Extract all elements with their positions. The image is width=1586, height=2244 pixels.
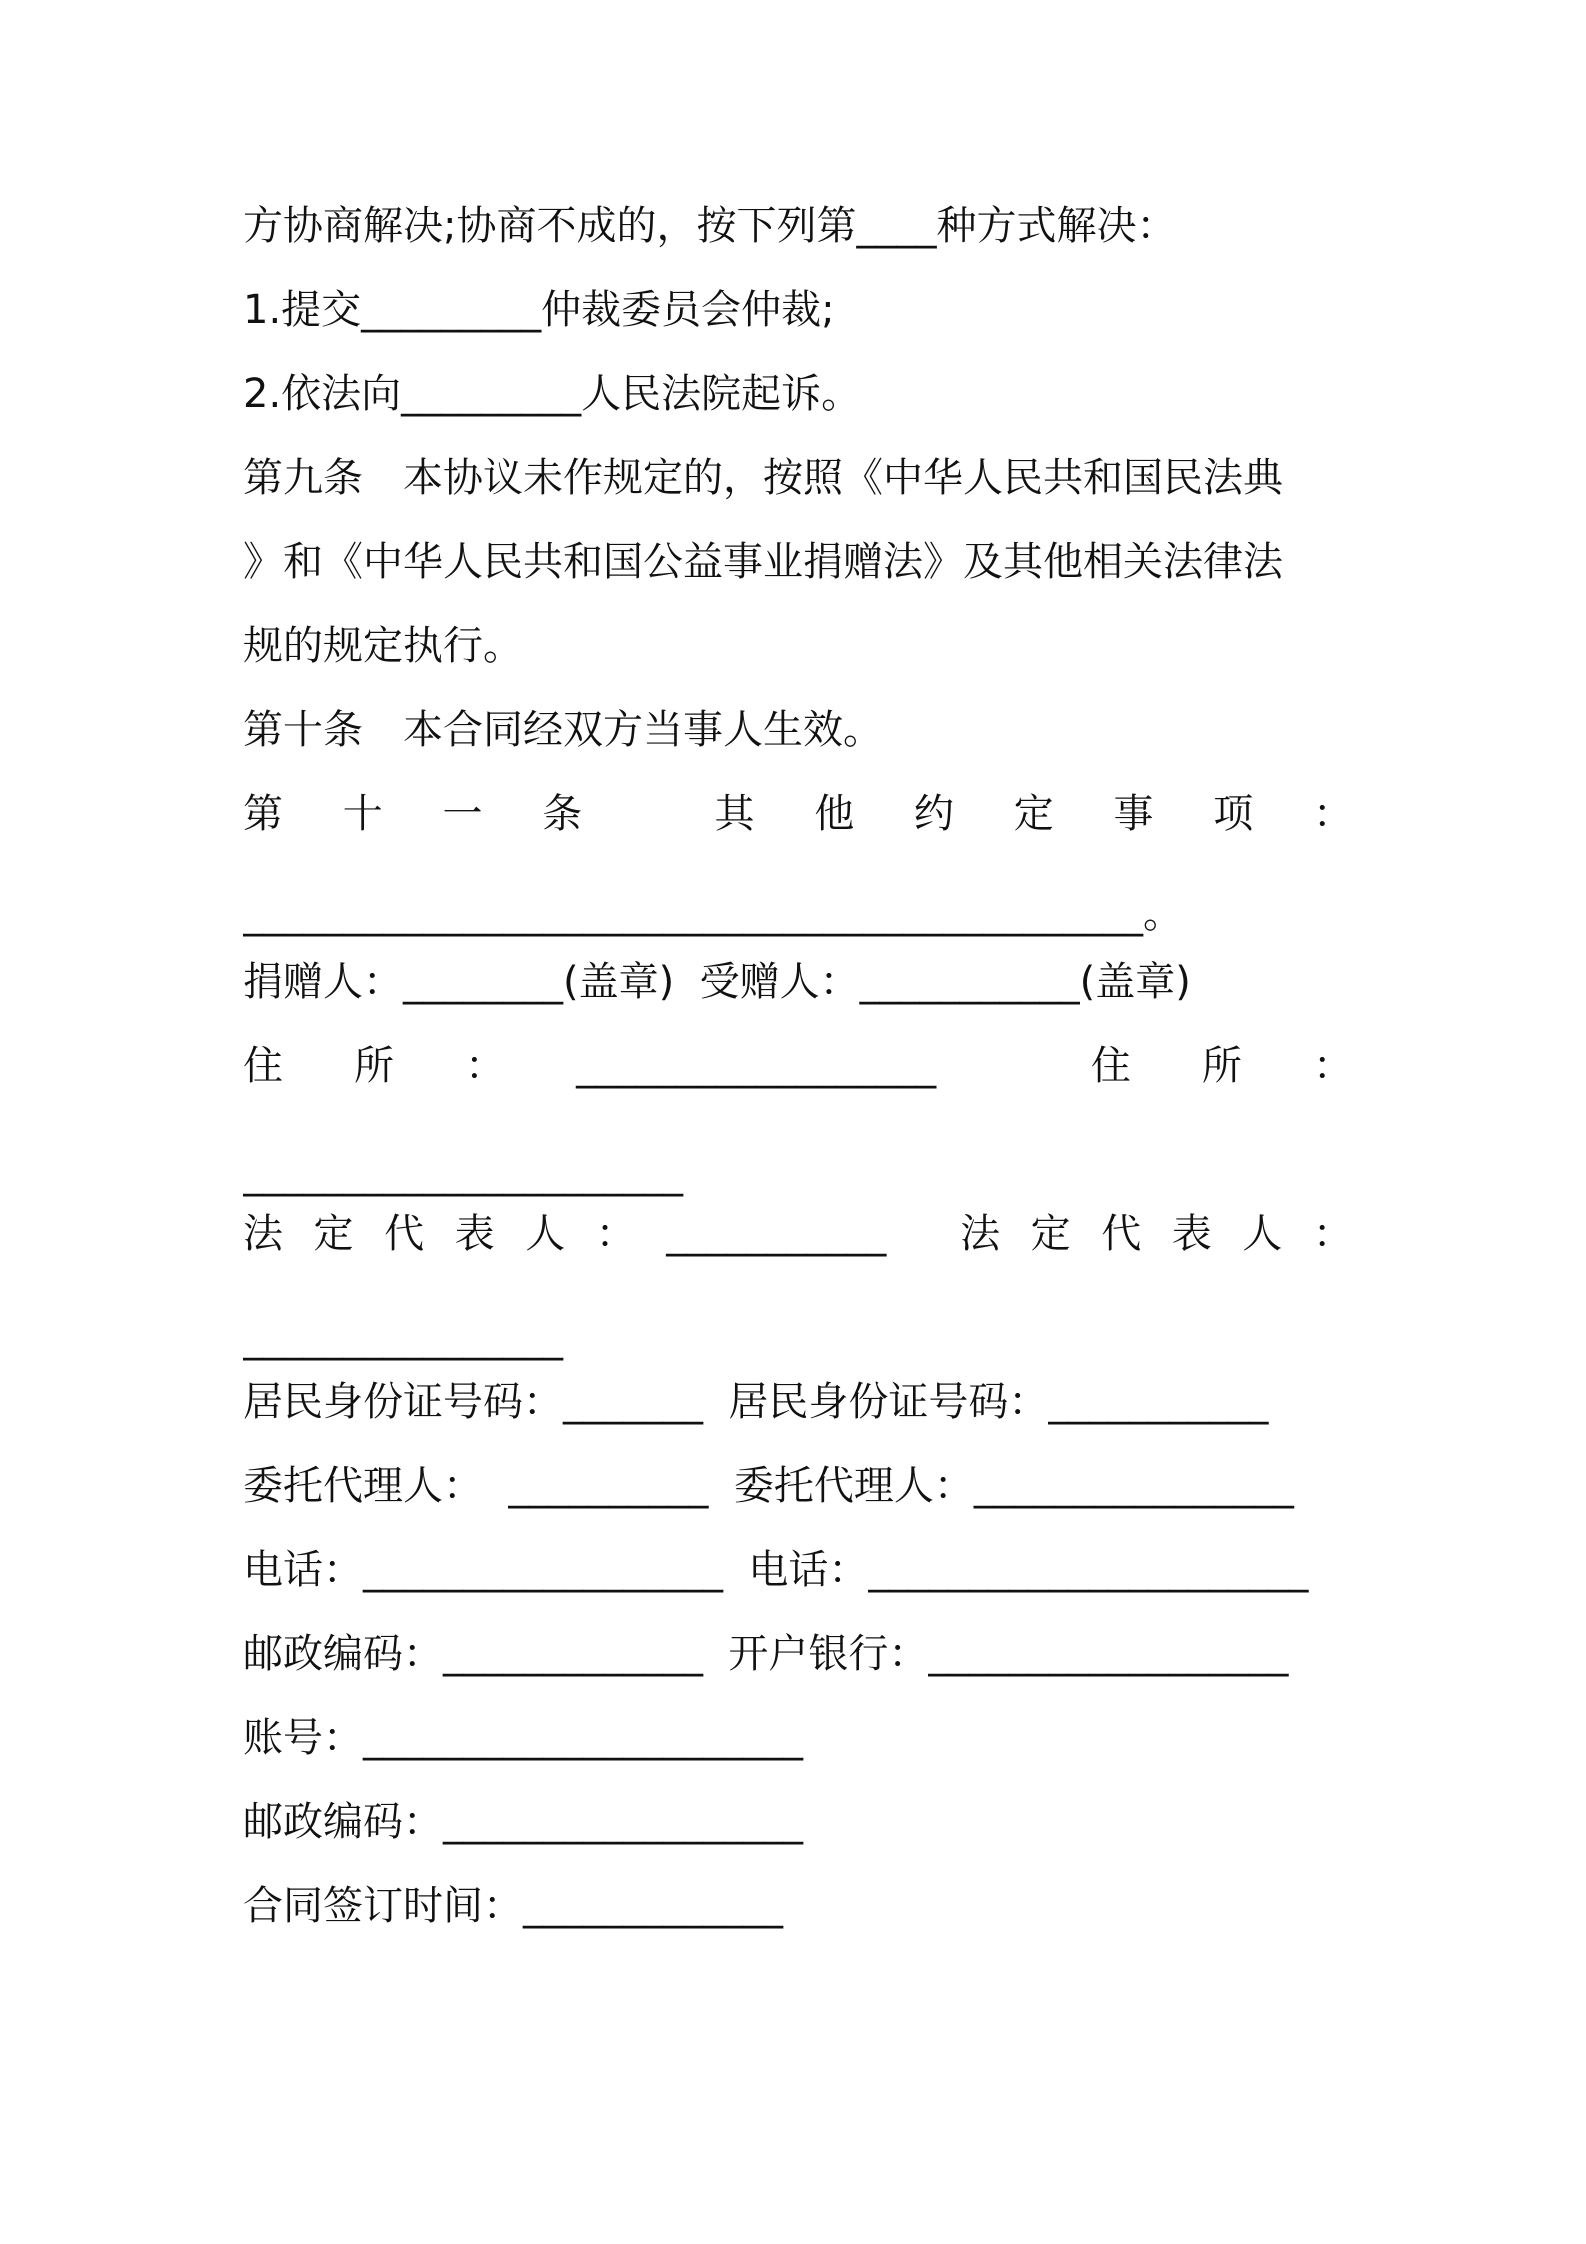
residence-char: 所: [354, 1043, 395, 1089]
article-11-char: 一: [442, 791, 483, 837]
legal-rep-char: 表: [1171, 1211, 1212, 1257]
article-11-char: 事: [1113, 791, 1154, 837]
article-9-line-3: 规的规定执行。: [243, 623, 523, 669]
legal-rep-char: ：: [595, 1211, 636, 1257]
article-11-heading: [243, 788, 1353, 840]
residence-char: 所: [1201, 1043, 1242, 1089]
article-9-line-2: 》和《中华人民共和国公益事业捐赠法》及其他相关法律法: [243, 539, 1283, 585]
article-10: 第十条 本合同经双方当事人生效。: [243, 707, 883, 753]
article-11-char: 项: [1213, 791, 1254, 837]
postcode-bank-line: 邮政编码：_____________ 开户银行：__________________: [243, 1631, 1289, 1677]
legal-rep-char: 法: [960, 1211, 1001, 1257]
text-line-3: 2.依法向_________人民法院起诉。: [243, 371, 862, 417]
legal-rep-char: 代: [384, 1211, 425, 1257]
residence-char: 住: [1090, 1043, 1131, 1089]
article-11-char: 他: [814, 791, 855, 837]
account-line: 账号：______________________: [243, 1715, 803, 1761]
residence-char: 住: [243, 1043, 283, 1089]
legal-rep-gap: [917, 1208, 930, 1260]
article-11-char: 条: [542, 791, 583, 837]
article-11-char: [642, 788, 655, 840]
legal-rep-char: 法: [243, 1211, 283, 1257]
text-line-1: 方协商解决;协商不成的，按下列第____种方式解决：: [243, 203, 1177, 249]
id-number-line: 居民身份证号码：_______ 居民身份证号码：___________: [243, 1379, 1269, 1425]
legal-rep-char: 人: [525, 1211, 566, 1257]
legal-rep-char: ：: [1312, 1211, 1353, 1257]
residence-line: [243, 1040, 1353, 1092]
residence-char: ：: [465, 1043, 506, 1089]
article-11-char: 约: [913, 791, 954, 837]
article-11-blank: _____________________________________________。: [243, 891, 1183, 937]
legal-representative-line: [243, 1208, 1353, 1260]
legal-rep-char: 代: [1101, 1211, 1142, 1257]
text-line-2: 1.提交_________仲裁委员会仲裁;: [243, 287, 835, 333]
legal-representative-blank-line: ________________: [243, 1315, 563, 1361]
article-11-char: ：: [1312, 791, 1353, 837]
postcode-line: 邮政编码：__________________: [243, 1799, 803, 1845]
article-9-line-1: 第九条 本协议未作规定的，按照《中华人民共和国民法典: [243, 455, 1283, 501]
phone-line: 电话：__________________ 电话：______________________: [243, 1547, 1309, 1593]
article-11-char: 第: [243, 791, 283, 837]
article-11-char: 其: [714, 791, 755, 837]
legal-rep-char: 人: [1242, 1211, 1283, 1257]
legal-rep-char: 表: [454, 1211, 495, 1257]
residence-gap: [1007, 1040, 1020, 1092]
article-11-char: 定: [1013, 791, 1054, 837]
residence-blank: __________________: [576, 1043, 937, 1089]
article-11-char: 十: [342, 791, 383, 837]
donor-recipient-seal-line: 捐赠人：________(盖章) 受赠人：___________(盖章): [243, 959, 1191, 1005]
signing-date-line: 合同签订时间：_____________: [243, 1883, 783, 1929]
agent-line: 委托代理人： __________ 委托代理人：________________: [243, 1463, 1294, 1509]
legal-rep-blank: ___________: [666, 1211, 887, 1257]
residence-char: ：: [1312, 1043, 1353, 1089]
legal-rep-char: 定: [313, 1211, 354, 1257]
legal-rep-char: 定: [1030, 1211, 1071, 1257]
residence-blank-line: ______________________: [243, 1151, 683, 1197]
